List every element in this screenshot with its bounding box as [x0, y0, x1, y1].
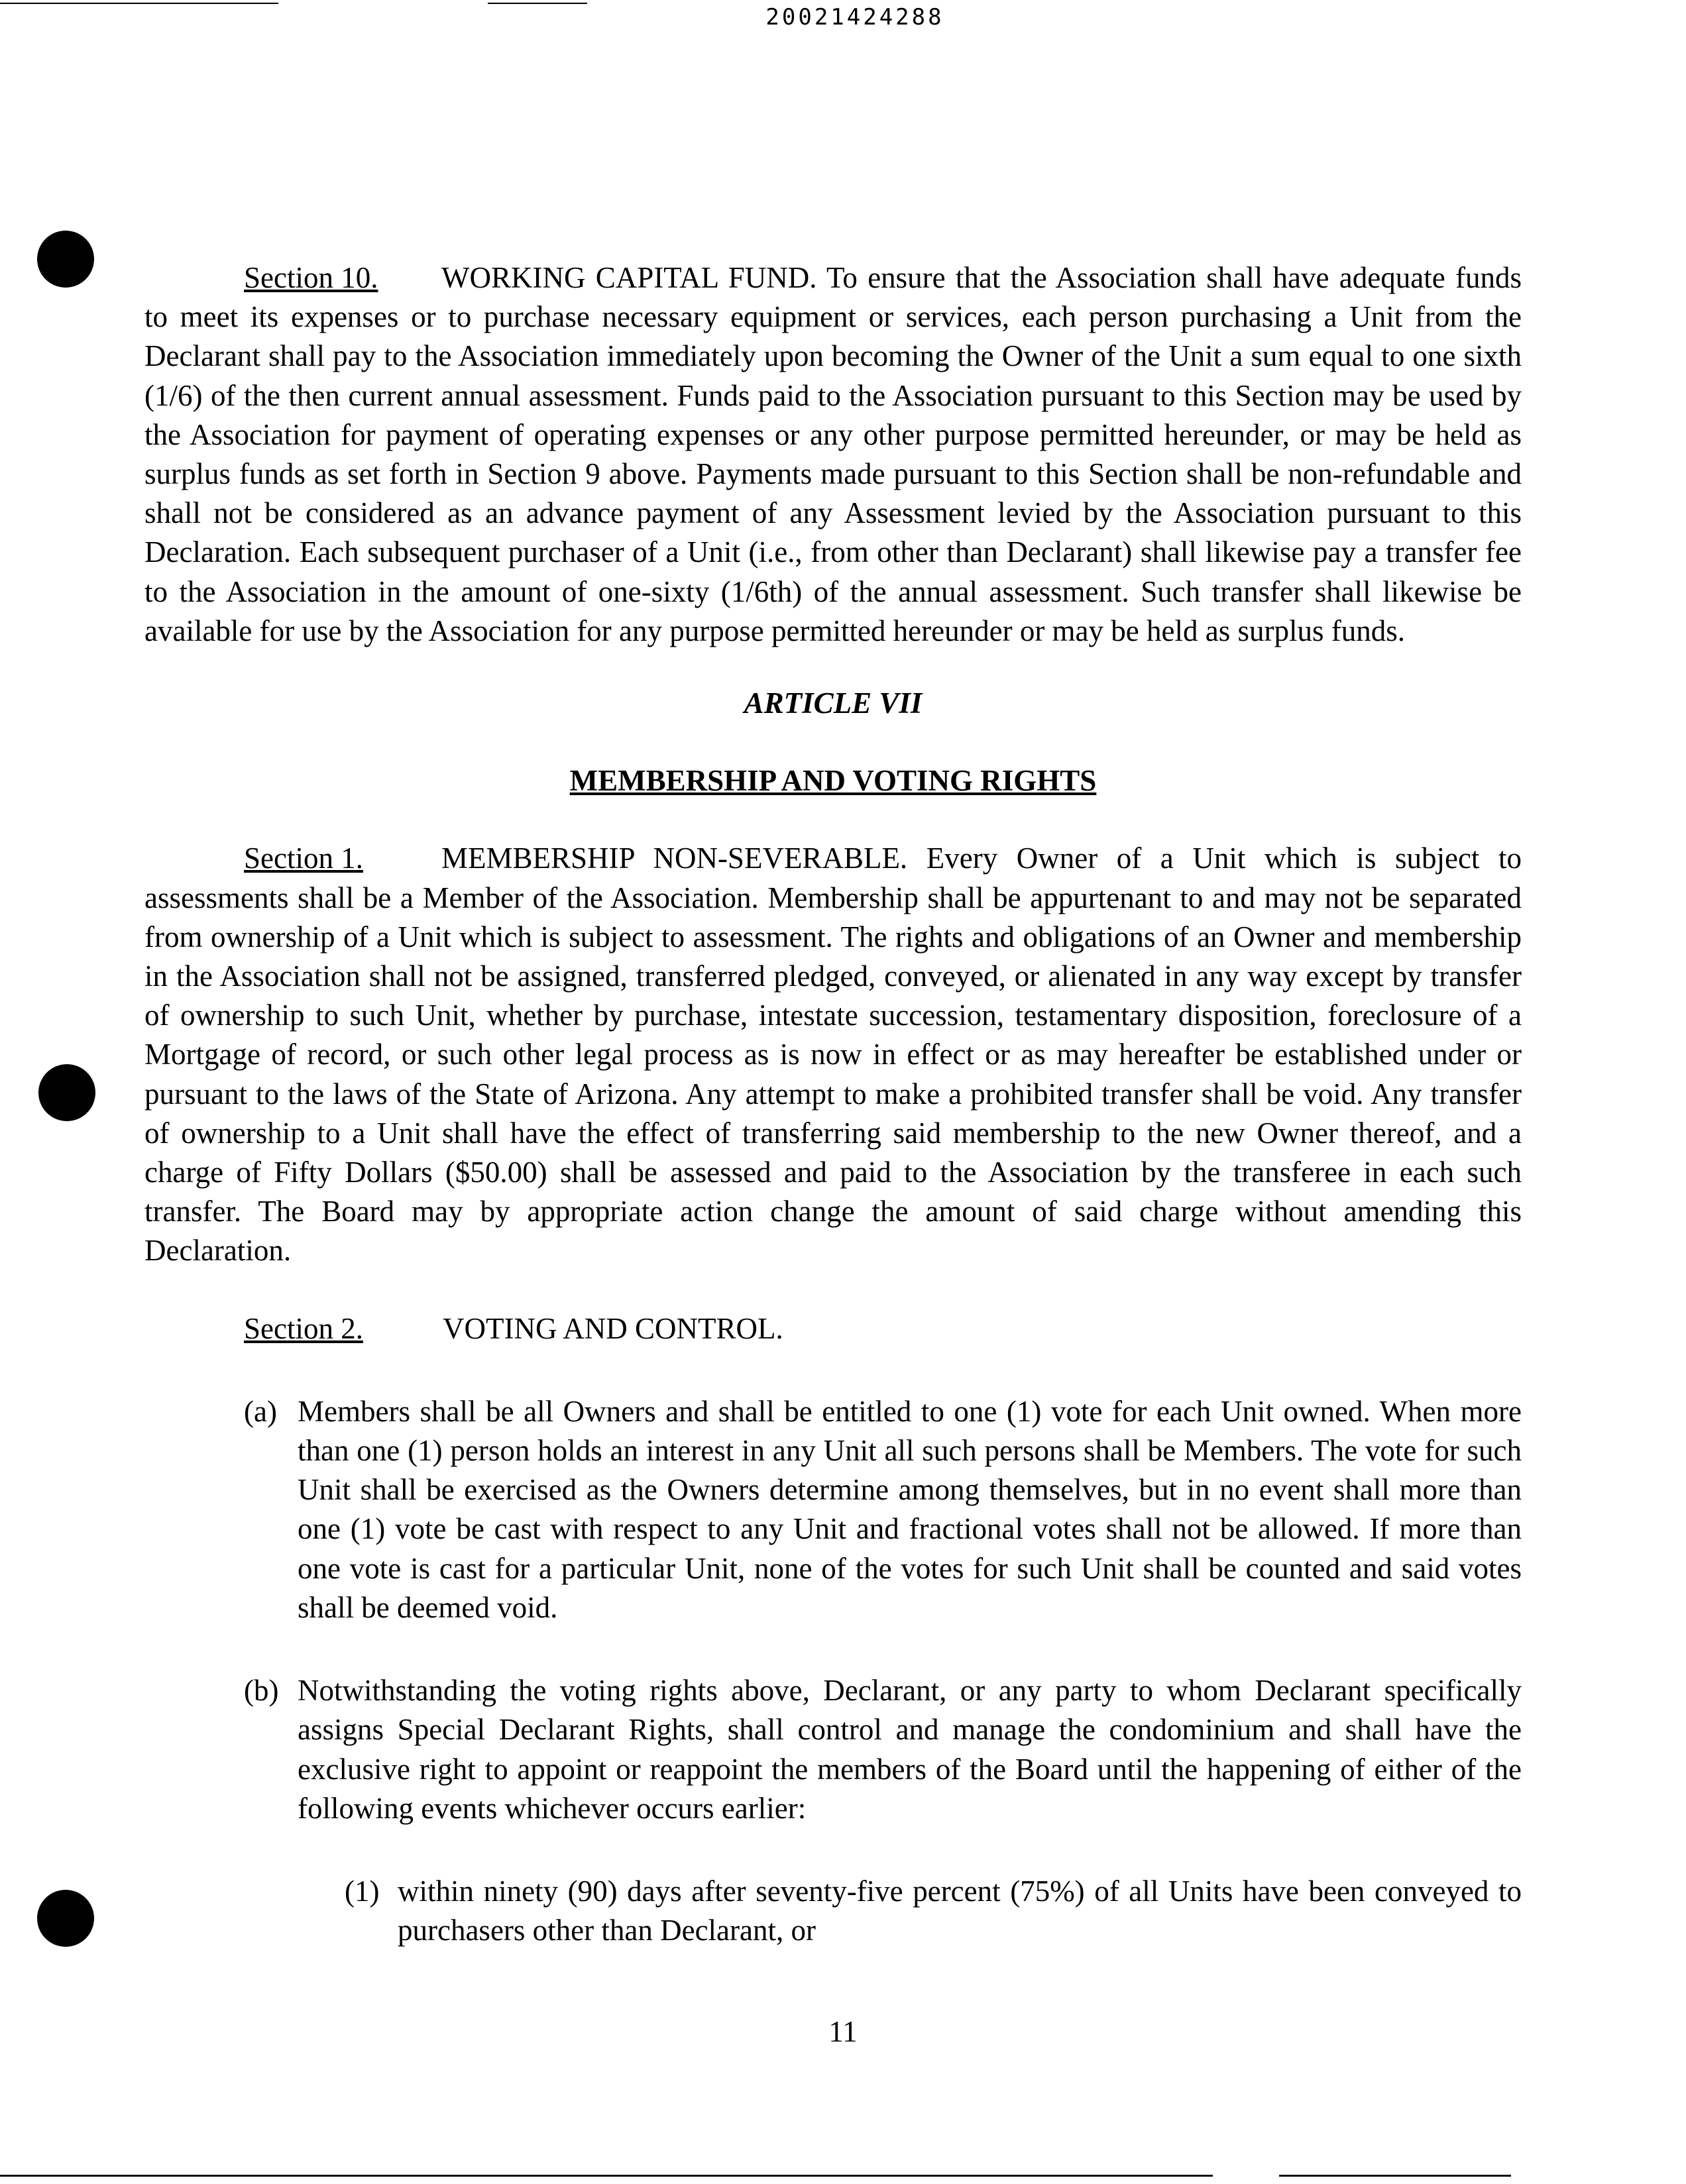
list-marker: (1): [345, 1874, 380, 1908]
section-1-text: Every Owner of a Unit which is subject to assessments shall be a Member of the Association. Membership shall be appurtenant to and may not be separated from ownership of a Unit which is subject to assessment. The rights and obligations of an Owner and membership in the Association shall not be assigned, transferred pledged, conveyed, or alienated in any way except by transfer of ownership to such Unit, whether by purchase, intestate succession, testamentary disposition, foreclosure of a Mortgage of record, or such other legal process as is now in effect or as may hereafter be established under or pursuant to the laws of the State of Arizona. Any attempt to make a prohibited transfer shall be void. Any transfer of ownership to a Unit shall have the effect of transferring said membership to the new Owner thereof, and a charge of Fifty Dollars ($50.00) shall be assessed and paid to the Association by the transferee in each such transfer. The Board may by appropriate action change the amount of said charge without amending this Declaration.: [144, 842, 1522, 1268]
section-10-paragraph: [144, 258, 1522, 651]
section-1-paragraph: [144, 839, 1522, 1270]
page-number: 11: [828, 2015, 858, 2048]
article-title: MEMBERSHIP AND VOTING RIGHTS: [569, 764, 1097, 798]
binder-hole-middle: [38, 1064, 95, 1121]
scan-bottom-rule: [0, 2175, 1213, 2177]
article-number: ARTICLE VII: [744, 686, 923, 720]
section-2-label: Section 2.: [244, 1311, 363, 1345]
section-2-heading: [144, 1309, 1522, 1348]
section-10-label: Section 10.: [244, 261, 378, 294]
list-item-text: within ninety (90) days after seventy-five percent (75%) of all Units have been conveyed to purchasers other than Declarant, or: [398, 1874, 1522, 1947]
section-1-label: Section 1.: [244, 842, 363, 875]
document-page: [144, 258, 1522, 1950]
list-item-b: [144, 1671, 1522, 1828]
section-10-title: WORKING CAPITAL FUND.: [441, 261, 817, 294]
scan-bottom-rule-right: [1279, 2175, 1511, 2177]
section-1-title: MEMBERSHIP NON-SEVERABLE.: [441, 842, 908, 875]
list-item-text: Members shall be all Owners and shall be entitled to one (1) vote for each Unit owned. When more than one (1) person holds an interest in any Unit all such persons shall be Members. The vote for such Unit shall be exercised as the Owners determine among themselves, but in no event shall more than one (1) vote be cast with respect to any Unit and fractional votes shall not be allowed. If more than one vote is cast for a particular Unit, none of the votes for such Unit shall be counted and said votes shall be deemed void.: [298, 1394, 1522, 1624]
section-10-text: To ensure that the Association shall have adequate funds to meet its expenses or to purchase necessary equipment or services, each person purchasing a Unit from the Declarant shall pay to the Association immediately upon becoming the Owner of the Unit a sum equal to one sixth (1/6) of the then current annual assessment. Funds paid to the Association pursuant to this Section may be used by the Association for payment of operating expenses or any other purpose permitted hereunder, or may be held as surplus funds as set forth in Section 9 above. Payments made pursuant to this Section shall be non-refundable and shall not be considered as an advance payment of any Assessment levied by the Association pursuant to this Declaration. Each subsequent purchaser of a Unit (i.e., from other than Declarant) shall likewise pay a transfer fee to the Association in the amount of one-sixty (1/6th) of the annual assessment. Such transfer shall likewise be available for use by the Association for any purpose permitted hereunder or may be held as surplus funds.: [144, 261, 1522, 647]
binder-hole-top: [37, 231, 94, 288]
sub-item-1: [144, 1872, 1522, 1950]
list-marker: (b): [244, 1674, 279, 1708]
list-item-text: Notwithstanding the voting rights above, Declarant, or any party to whom Declarant specifically assigns Special Declarant Rights, shall control and manage the condominium and shall have the exclusive right to appoint or reappoint the members of the Board until the happening of either of the following events whichever occurs earlier:: [298, 1674, 1522, 1825]
section-2-title: VOTING AND CONTROL.: [443, 1311, 783, 1345]
list-marker: (a): [244, 1394, 277, 1428]
document-number: 20021424288: [765, 4, 944, 30]
binder-hole-bottom: [37, 1890, 94, 1947]
list-item-a: [144, 1392, 1522, 1627]
